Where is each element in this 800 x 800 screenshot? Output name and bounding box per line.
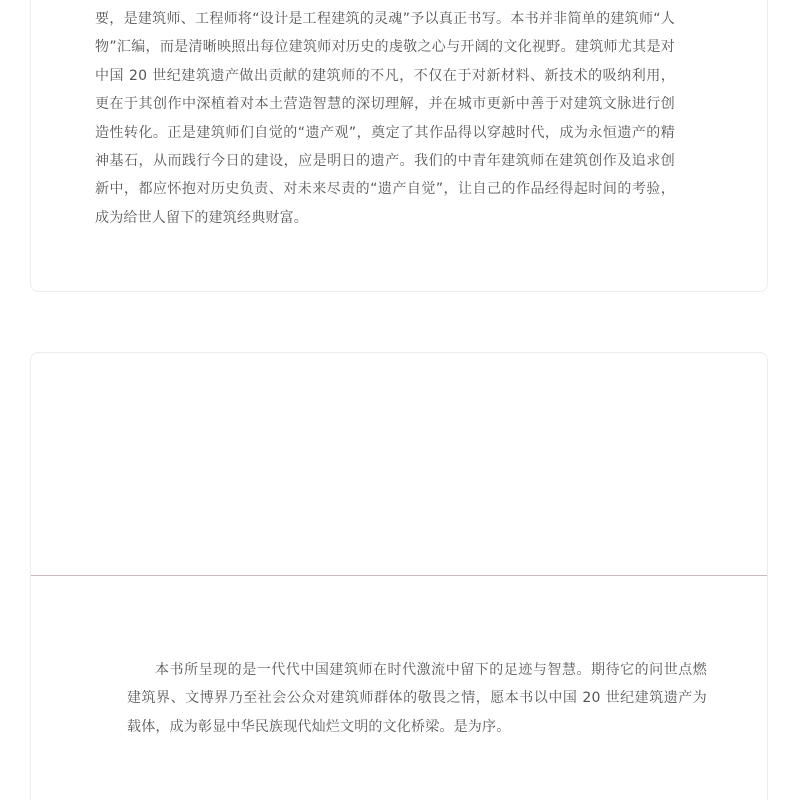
- body-paragraph-bottom: 本书所呈现的是一代代中国建筑师在时代激流中留下的足迹与智慧。期待它的问世点燃建筑界、文博界乃至社会公众对建筑师群体的敬畏之情，愿本书以中国 20 世纪建筑遗产为载体，成为彰显中华民族现代灿烂文明的文化桥梁。是为序。: [127, 662, 707, 735]
- section-divider: [31, 575, 767, 576]
- text-card-bottom: [30, 352, 768, 800]
- text-card-top: [30, 0, 768, 292]
- body-paragraph-top: 要，是建筑师、工程师将“设计是工程建筑的灵魂”予以真正书写。本书并非简单的建筑师“人物”汇编，而是清晰映照出每位建筑师对历史的虔敬之心与开阔的文化视野。建筑师尤其是对中国 20 世纪建筑遗产做出贡献的建筑师的不凡，不仅在于对新材料、新技术的吸纳利用，更在于其创作中深植着对本土营造智慧的深切理解，并在城市更新中善于对建筑文脉进行创造性转化。正是建筑师们自觉的“遗产观”，奠定了其作品得以穿越时代，成为永恒遗产的精神基石，从而践行今日的建设，应是明日的遗产。我们的中青年建筑师在建筑创作及追求创新中，都应怀抱对历史负责、对未来尽责的“遗产自觉”，让自己的作品经得起时间的考验，成为给世人留下的建筑经典财富。: [95, 11, 675, 226]
